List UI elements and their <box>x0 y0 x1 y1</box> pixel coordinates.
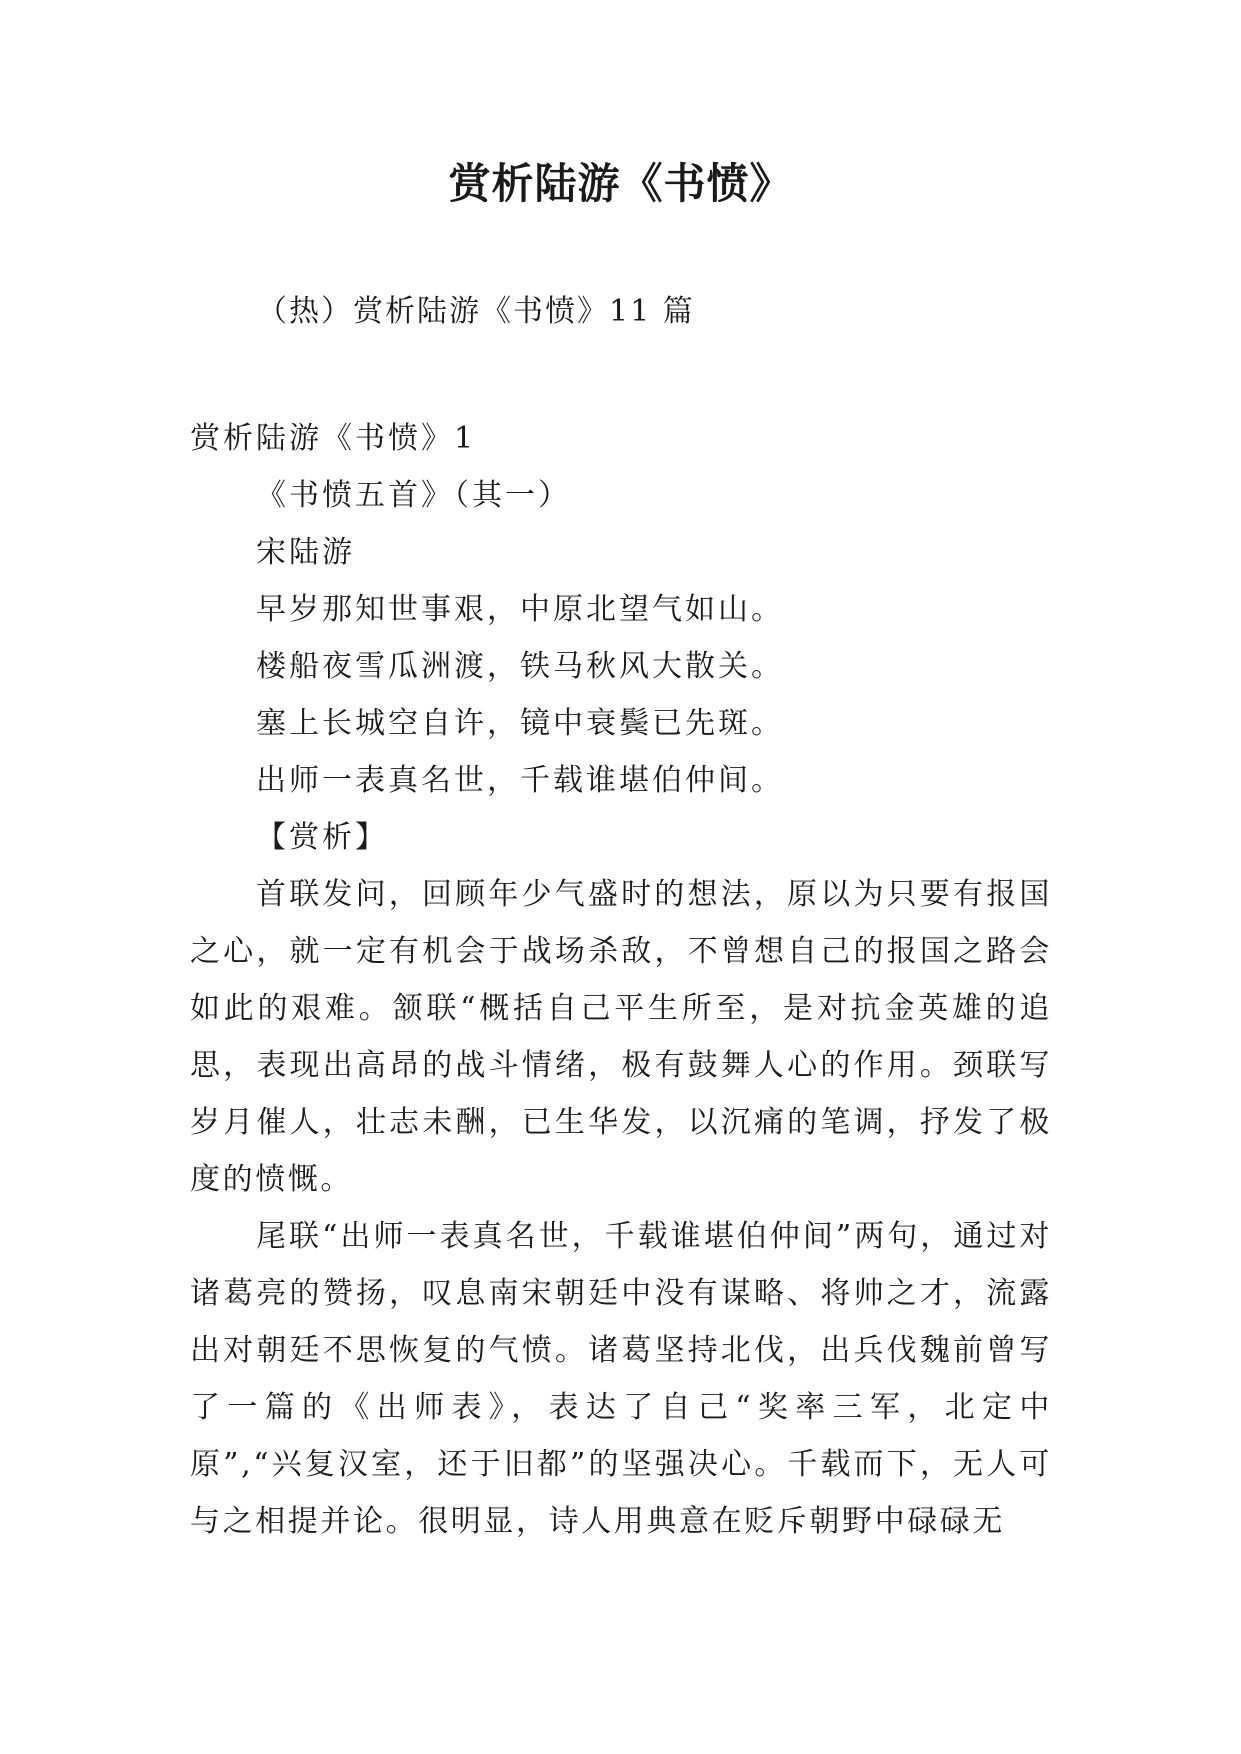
poem-line: 塞上长城空自许，镜中衰鬓已先斑。 <box>256 706 784 741</box>
document-body <box>190 410 1052 1550</box>
section-heading: 赏析陆游《书愤》1 <box>190 421 477 456</box>
poem-title: 《书愤五首》（其一） <box>256 478 571 513</box>
document-subtitle: （热）赏析陆游《书愤》11 篇 <box>257 294 695 329</box>
analysis-paragraph: 首联发问，回顾年少气盛时的想法，原以为只要有报国之心，就一定有机会于战场杀敌，不曾想自己的报国之路会如此的艰难。颔联“概括自己平生所至，是对抗金英雄的追思，表现出高昂的战斗情绪，极有鼓舞人心的作用。颈联写岁月催人，壮志未酬，已生华发，以沉痛的笔调，抒发了极度的愤慨。 <box>190 877 1052 1197</box>
analysis-paragraph: 尾联“出师一表真名世，千载谁堪伯仲间”两句，通过对诸葛亮的赞扬，叹息南宋朝廷中没有谋略、将帅之才，流露出对朝廷不思恢复的气愤。诸葛坚持北伐，出兵伐魏前曾写了一篇的《出师表》，表达了自己“奖率三军，北定中原”,“兴复汉室，还于旧都”的坚强决心。千载而下，无人可与之相提并论。很明显，诗人用典意在贬斥朝野中碌碌无 <box>190 1219 1052 1539</box>
poem-author: 宋陆游 <box>256 535 355 570</box>
document-title: 赏析陆游《书愤》 <box>448 159 793 208</box>
poem-line: 出师一表真名世，千载谁堪伯仲间。 <box>256 763 784 798</box>
poem-line: 楼船夜雪瓜洲渡，铁马秋风大散关。 <box>256 649 784 684</box>
analysis-label: 【赏析】 <box>256 820 388 855</box>
poem-line: 早岁那知世事艰，中原北望气如山。 <box>256 592 784 627</box>
